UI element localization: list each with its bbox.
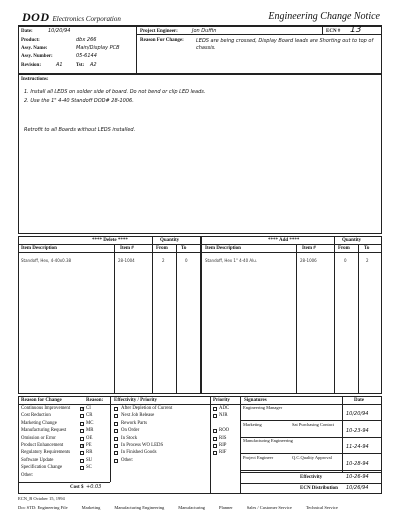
right-item-desc-header: Item Description	[205, 246, 241, 251]
engineer-rule	[136, 34, 382, 35]
effectivity-item-label: In Finished Goods	[121, 450, 157, 456]
distribution-item: Manufacturing Engineering	[114, 505, 165, 510]
reason-checkbox[interactable]	[80, 429, 84, 433]
effectivity-item-label: On Order	[121, 428, 140, 434]
company-name: Electronics Corporation	[52, 15, 121, 23]
left-item-col	[114, 244, 115, 394]
tst-value: A2	[90, 62, 97, 68]
left-from-col	[152, 236, 153, 394]
effectivity-title: Effectivity / Priority	[114, 398, 158, 403]
right-item-no-header: Item #	[302, 246, 316, 251]
reason-item-label: Regulatory Requirements	[21, 450, 71, 456]
cost-value: +0.03	[86, 484, 102, 490]
reason-checkbox[interactable]	[80, 437, 84, 441]
form-number: ECN_B October 15, 1994	[18, 496, 65, 501]
right-item-col	[296, 244, 297, 394]
priority-checkbox[interactable]	[213, 429, 217, 433]
signature-role: Marketing	[243, 421, 262, 427]
effectivity-priority-divider	[210, 396, 211, 494]
distribution-item: Technical Service	[305, 505, 338, 510]
signature-role: Project Engineer	[243, 454, 274, 460]
reason-checkbox[interactable]	[80, 422, 84, 426]
priority-item-label: NJR	[219, 413, 228, 419]
right-from-col	[334, 236, 335, 394]
reason-item-code: SU	[86, 457, 93, 463]
reason-checkbox[interactable]	[80, 414, 84, 418]
tst-label: Tst:	[76, 63, 85, 68]
priority-checkbox[interactable]	[213, 414, 217, 418]
right-quantity-title: Quantity	[342, 238, 362, 243]
distribution-list	[18, 505, 352, 510]
effectivity-item-label: Other:	[121, 457, 134, 463]
reason-checkbox[interactable]	[80, 459, 84, 463]
reason-item-label: Manufacturing Request	[21, 428, 67, 434]
signature-rule	[240, 420, 382, 421]
distribution-item: Planner	[218, 505, 233, 510]
reason-checkbox[interactable]	[80, 466, 84, 470]
signature-date: 10/20/94	[346, 411, 369, 417]
reason-item-code: MR	[86, 428, 94, 434]
ecn-label: ECN #	[326, 29, 341, 34]
left-row-desc: Standoff, Hex, 4-40x0.38	[21, 258, 72, 263]
product-value: dbx 266	[76, 37, 97, 43]
revision-value: A1	[56, 62, 63, 68]
effectivity-checkbox[interactable]	[114, 437, 118, 441]
priority-checkbox[interactable]	[213, 437, 217, 441]
effectivity-item-label: Next Job Release	[121, 413, 155, 419]
reason-item-label: Specification Change	[21, 465, 63, 471]
signature-role: Manufacturing Engineering	[243, 438, 293, 443]
signature-date-divider	[342, 396, 343, 472]
priority-item-label: RIF	[219, 450, 227, 456]
form-title: Engineering Change Notice	[268, 11, 380, 22]
priority-item-label: RIS	[219, 435, 227, 441]
right-to-header: To	[364, 246, 370, 251]
left-row-to: 0	[185, 258, 188, 263]
table-center-divider	[200, 236, 202, 394]
signatures-title: Signatures	[244, 398, 267, 403]
effectivity-checkbox[interactable]	[114, 429, 118, 433]
reason-item-label: Omission or Error	[21, 435, 56, 441]
assy-number-label: Assy. Number:	[21, 54, 53, 59]
ecn-distribution-label: ECN Distribution	[300, 486, 338, 491]
reason-item-code: CR	[86, 413, 93, 419]
reason-checkbox[interactable]: ✓	[81, 444, 86, 449]
distribution-item: Sales / Customer Service	[246, 505, 292, 510]
effectivity-checkbox[interactable]	[114, 422, 118, 426]
reason-item-code: SC	[86, 465, 92, 471]
priority-checkbox[interactable]	[213, 444, 217, 448]
effectivity-item-label: In Process WO LEDS	[121, 443, 164, 448]
left-item-no-header: Item #	[120, 246, 134, 251]
effectivity-checkbox[interactable]	[114, 407, 118, 411]
ecn-distribution-date: 10/26/94	[346, 485, 369, 491]
table-header-rule-1	[18, 244, 382, 245]
signature-rule	[240, 470, 382, 471]
ecn-value: 13	[350, 25, 362, 35]
priority-item-label: ADC	[219, 406, 230, 411]
effectivity-checkbox[interactable]	[114, 414, 118, 418]
reason-col-title: Reason:	[86, 398, 104, 403]
reason-item-label: Software Update	[21, 457, 54, 463]
reason-value: LEDS are being crossed, Display Board leads are Shorting out to top of chassis.	[196, 38, 374, 51]
right-from-header: From	[338, 246, 350, 251]
ecn-divider	[322, 26, 323, 34]
table-header-rule-2	[18, 252, 382, 253]
reason-item-code: MC	[86, 420, 94, 426]
instruction-line-1: 1. Install all LEDS on solder side of board. Do not bend or clip LED leads.	[24, 89, 206, 95]
reason-item-label: Continuous Improvement	[21, 406, 71, 411]
effectivity-rule	[240, 472, 382, 473]
left-to-col	[176, 244, 177, 394]
signature-role: Engineering Manager	[243, 405, 283, 410]
date-col-title: Date	[354, 398, 364, 403]
reason-item-code: CI	[86, 406, 91, 411]
priority-checkbox[interactable]	[213, 451, 217, 455]
distribution-item: Marketing	[81, 505, 101, 510]
signature-date: 10-23-94	[346, 427, 369, 434]
left-item-desc-header: Item Description	[21, 246, 57, 251]
product-label: Product:	[21, 38, 40, 43]
effectivity-item-label: Rework Parts	[121, 420, 147, 426]
approval-box	[18, 396, 382, 494]
distribution-rule	[240, 483, 382, 484]
distribution-item: Doc STD: Engineering File	[18, 505, 68, 510]
effectivity-label: Effectivity	[300, 475, 323, 480]
right-row-to: 2	[366, 258, 369, 263]
right-row-item: 28-1006	[300, 258, 317, 263]
effectivity-checkbox[interactable]	[114, 444, 118, 448]
effectivity-date: 10-26-94	[346, 474, 369, 480]
bottom-header-rule	[18, 404, 382, 405]
reason-item-code: RR	[86, 450, 93, 456]
effectivity-item-label: In Stock	[121, 435, 138, 441]
signature-rule	[240, 453, 382, 454]
signature-date: 10-28-94	[346, 460, 369, 467]
signature-extra-role: Sat Purchasing Contact	[292, 421, 334, 427]
assy-number-value: 05-6144	[76, 53, 97, 59]
reason-item-label: Product Enhancement	[21, 443, 64, 448]
reason-checkbox[interactable]: ✓	[81, 407, 86, 412]
priority-title: Priority	[213, 398, 230, 403]
signature-date: 11-24-94	[346, 444, 369, 450]
instruction-line-2: 2. Use the 1" 4-40 Standoff DOD# 28-1006.	[24, 98, 134, 104]
reason-effectivity-divider	[110, 396, 111, 482]
reason-item-label: Cost Reduction	[21, 413, 51, 419]
reason-item-label: Marketing Change	[21, 420, 57, 426]
left-to-header: To	[181, 246, 187, 251]
revision-label: Revision:	[21, 63, 41, 68]
delete-title: **** Delete ****	[92, 238, 128, 243]
cost-label: Cost $	[70, 485, 84, 490]
effectivity-checkbox[interactable]	[114, 459, 118, 463]
reason-checkbox[interactable]	[80, 451, 84, 455]
add-title: **** Add ****	[268, 238, 300, 243]
priority-checkbox[interactable]	[213, 407, 217, 411]
instruction-line-3: Retrofit to all Boards without LEDS installed.	[24, 127, 136, 133]
company-brand: DOD	[22, 10, 50, 24]
instructions-label: Instructions:	[21, 77, 49, 82]
engineer-label: Project Engineer:	[140, 29, 178, 34]
date-value: 10/20/94	[48, 28, 71, 34]
effectivity-item-label: After Depletion of Current	[121, 406, 173, 411]
company-logo	[22, 10, 121, 25]
left-quantity-title: Quantity	[160, 238, 180, 243]
left-row-from: 2	[162, 258, 165, 263]
right-to-col	[358, 244, 359, 394]
right-row-from: 0	[344, 258, 347, 263]
right-row-desc: Standoff, Hex 1" 4-40 Alu.	[205, 258, 258, 263]
priority-item-label: ROO	[219, 428, 230, 434]
engineer-value: Jon Duffin	[192, 28, 217, 34]
date-label: Date:	[21, 29, 33, 34]
assy-name-label: Assy. Name:	[21, 46, 48, 51]
reason-section-title: Reason for Change	[21, 398, 62, 403]
priority-item-label: RIP	[219, 443, 227, 448]
assy-name-value: Main/Display PCB	[76, 45, 120, 51]
priority-signature-divider	[240, 396, 241, 494]
reason-item-label: Other:	[21, 472, 34, 478]
reason-item-code: OE	[86, 435, 93, 441]
reason-label: Reason For Change:	[140, 38, 184, 43]
effectivity-checkbox[interactable]	[114, 451, 118, 455]
distribution-item: Manufacturing	[178, 505, 205, 510]
signature-extra-role: Q.C.Quality Approval	[292, 454, 332, 460]
left-row-item: 28-1004	[118, 258, 135, 263]
cost-rule	[18, 482, 110, 483]
left-from-header: From	[156, 246, 168, 251]
reason-item-code: PE	[86, 443, 92, 448]
